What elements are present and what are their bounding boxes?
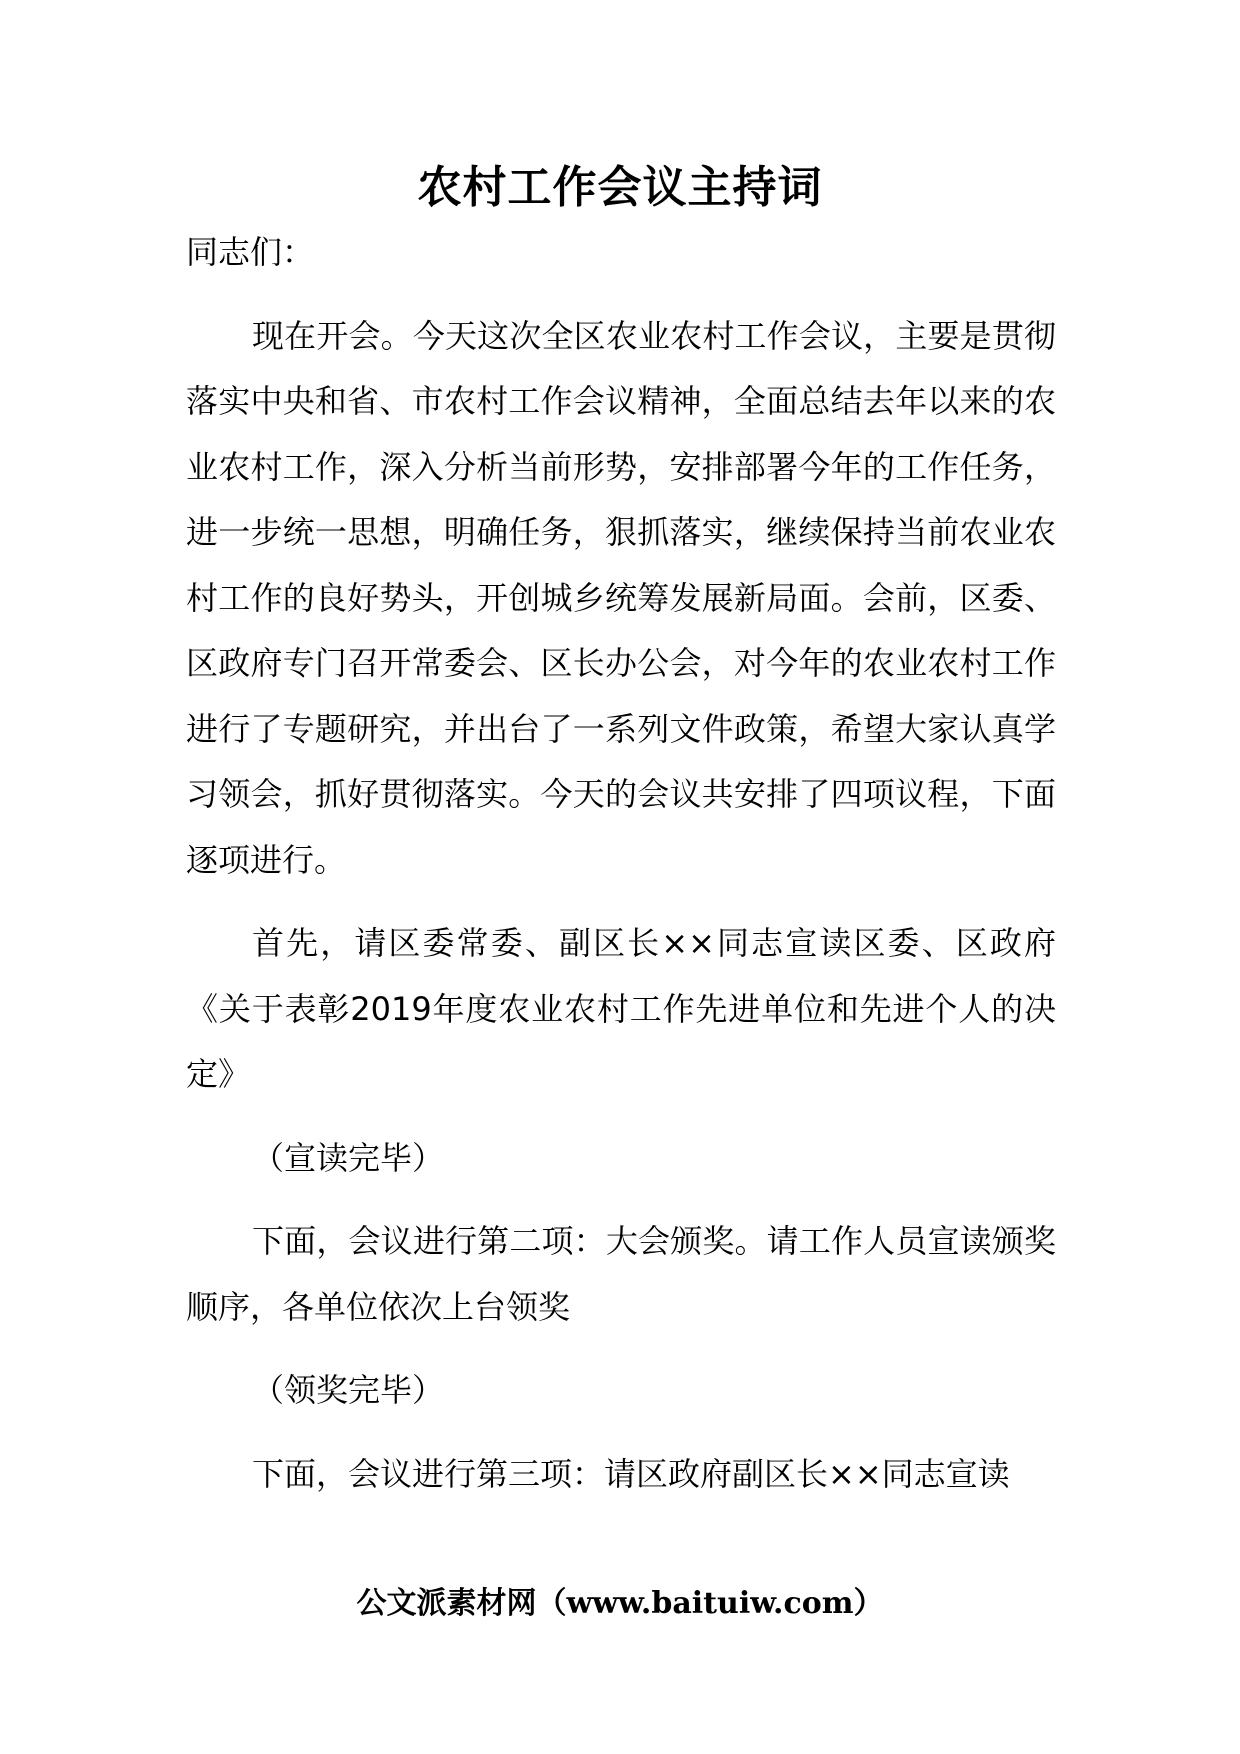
salutation: 同志们： — [186, 233, 315, 271]
document-body — [186, 220, 1056, 1507]
body-paragraph-first-item: 首先，请区委常委、副区长××同志宣读区委、区政府《关于表彰2019年度农业农村工作先进单位和先进个人的决定》 — [186, 924, 1056, 1093]
body-paragraph-opening: 现在开会。今天这次全区农业农村工作会议，主要是贯彻落实中央和省、市农村工作会议精神，全面总结去年以来的农业农村工作，深入分析当前形势，安排部署今年的工作任务，进一步统一思想，明确任务，狠抓落实，继续保持当前农业农村工作的良好势头，开创城乡统筹发展新局面。会前，区委、区政府专门召开常委会、区长办公会，对今年的农业农村工作进行了专题研究，并出台了一系列文件政策，希望大家认真学习领会，抓好贯彻落实。今天的会议共安排了四项议程，下面逐项进行。 — [186, 316, 1056, 879]
footer-source: 公文派素材网（www.baituiw.com） — [356, 1586, 884, 1621]
stage-note-reading-done: （宣读完毕） — [252, 1138, 445, 1177]
stage-note-award-done: （领奖完毕） — [252, 1371, 445, 1409]
body-paragraph-third-item: 下面，会议进行第三项：请区政府副区长××同志宣读 — [252, 1454, 1010, 1493]
body-paragraph-second-item: 下面，会议进行第二项：大会颁奖。请工作人员宣读颁奖顺序，各单位依次上台领奖 — [186, 1222, 1056, 1326]
document-title: 农村工作会议主持词 — [417, 162, 823, 213]
